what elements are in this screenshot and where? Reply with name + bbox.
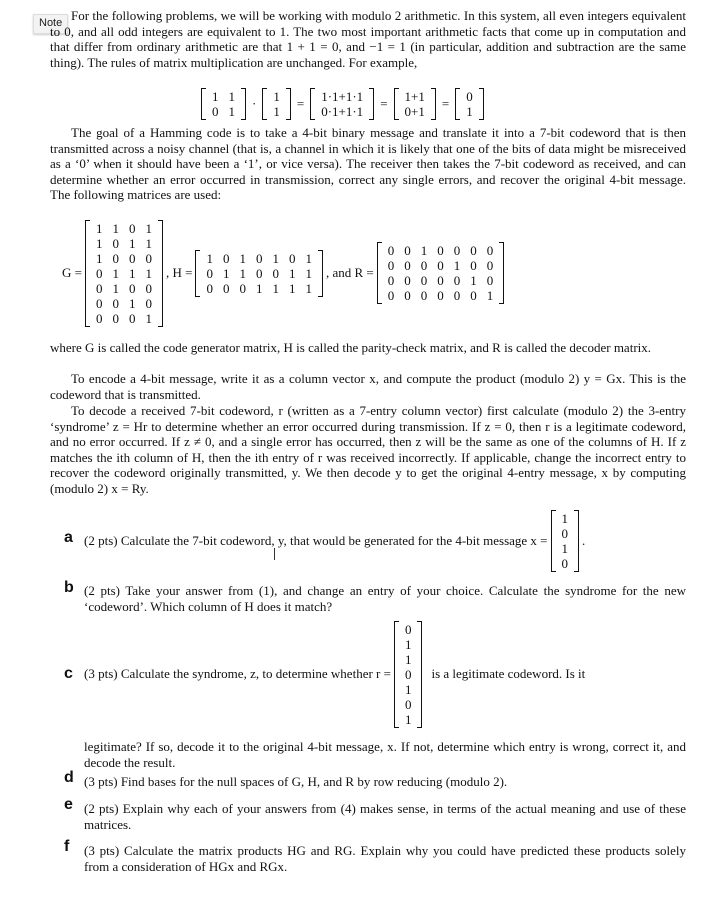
matrix-entry: 0+1: [404, 104, 425, 119]
matrix-entry: 1: [222, 265, 230, 281]
matrix-entry: 1: [228, 104, 235, 119]
matrix-entry: 1: [228, 89, 235, 104]
r-label: , and R =: [325, 265, 374, 281]
matrix-entry: 1: [239, 265, 246, 281]
matrix-entry: 0: [95, 310, 103, 326]
matrix-entry: 0: [470, 288, 477, 303]
matrix-entry: 1: [288, 280, 296, 296]
matrix-entry: 0: [387, 258, 395, 273]
matrix-entry: 1: [404, 651, 412, 667]
matrix-entry: 0: [95, 295, 103, 311]
matrix-entry: 0: [128, 310, 136, 326]
matrix-entry: 0: [404, 288, 411, 303]
matrix-entry: 1: [95, 220, 103, 236]
goal-paragraph: The goal of a Hamming code is to take a 4-bit binary message and translate it into a 7-bit codeword that is then transmitted across a noisy channel (that is, a channel in which it is likely that one of the bits of data might be misreceived as a ‘0’ when it should have been a ‘1’, or vice versa). The receiver then takes the 7-bit codeword as received, and can determine whether an error occurred in transmission, correct any single errors, and recover the original 4-bit message. The following matrices are used:: [50, 125, 686, 202]
matrix-entry: 1: [145, 310, 152, 326]
question-d-label: d: [64, 769, 74, 786]
matrix-entry: 1+1: [404, 89, 425, 104]
matrix-entry: 0: [470, 258, 477, 273]
matrix-entry: 0: [404, 243, 411, 258]
matrix-entry: 1: [272, 250, 279, 266]
matrix-entry: 1: [145, 220, 152, 236]
matrix-entry: 1: [112, 265, 119, 281]
example-equation: [198, 88, 487, 120]
matrix-entry: 1: [561, 511, 569, 526]
matrix-entry: 1: [273, 104, 280, 119]
question-c: [84, 616, 585, 732]
matrix-g: [85, 220, 163, 327]
matrix-entry: 1: [95, 235, 103, 251]
matrix-entry: 1: [128, 295, 136, 311]
equals-symbol: =: [296, 96, 305, 112]
h-label: , H =: [165, 265, 193, 281]
encode-paragraph: To encode a 4-bit message, write it as a column vector x, and compute the product (modulo 2) y = Gx. This is the codeword that is transmitted.: [50, 371, 686, 402]
matrix-entry: 0: [206, 280, 213, 296]
matrix-entry: 0: [272, 265, 279, 281]
matrix-entry: 0: [486, 258, 494, 273]
matrix-entry: 0: [437, 243, 444, 258]
matrix-entry: 0: [222, 280, 230, 296]
matrix-entry: 0·1+1·1: [321, 104, 364, 119]
matrix-entry: 0: [145, 295, 152, 311]
matrix-entry: 0: [222, 250, 230, 266]
question-a-text: (2 pts) Calculate the 7-bit codeword, y, that would be generated for the 4-bit message x =: [84, 533, 548, 549]
matrix-entry: 0: [404, 696, 412, 712]
matrix-entry: 0: [437, 273, 444, 288]
matrix-entry: 0: [145, 280, 152, 296]
matrix-entry: 0: [255, 265, 263, 281]
matrix-entry: 1: [272, 280, 279, 296]
period: .: [582, 533, 586, 549]
matrix-entry: 1: [273, 89, 280, 104]
question-b-label: b: [64, 579, 74, 596]
matrix-entry: 0: [466, 89, 473, 104]
question-a-label: a: [64, 529, 73, 546]
matrix-entry: 0: [212, 104, 219, 119]
matrix-entry: 1: [206, 250, 213, 266]
matrix-entry: 1: [255, 280, 263, 296]
matrix-entry: 1: [466, 104, 473, 119]
matrix: [262, 88, 291, 120]
matrix-entry: 0: [387, 273, 395, 288]
matrix-entry: 0: [404, 621, 412, 637]
matrix-entry: 0: [128, 280, 136, 296]
question-e-label: e: [64, 796, 73, 813]
matrix-entry: 1: [486, 288, 494, 303]
matrices-definition: [62, 212, 507, 334]
matrix-entry: 0: [437, 288, 444, 303]
matrix-entry: 0: [128, 250, 136, 266]
matrix-entry: 0: [453, 243, 461, 258]
matrix-entry: 0: [486, 273, 494, 288]
matrix-entry: 0: [95, 265, 103, 281]
equals-symbol: =: [441, 96, 450, 112]
matrix: [201, 88, 246, 120]
decode-paragraph: To decode a received 7-bit codeword, r (written as a 7-entry column vector) first calculate (modulo 2) the 3-entry ‘syndrome’ z = Hr to determine whether an error occurred during transmission. If z = 0, then r is a legitimate codeword, and no error occurred. If z ≠ 0, and a single error has occurred, then z will be the same as one of the columns of H. If z matches the ith column of H, then the ith entry of r was received incorrectly. If applicable, change the incorrect entry to recover the codeword originally transmitted, y. We then decode y to get the original 4-entry message, x by computing (modulo 2) x = Ry.: [50, 403, 686, 496]
matrix-entry: 1: [212, 89, 219, 104]
g-label: G =: [62, 265, 82, 281]
matrix-entry: 0: [437, 258, 444, 273]
matrix: [310, 88, 374, 120]
matrix-entry: 0: [453, 273, 461, 288]
matrix-entry: 0: [420, 273, 428, 288]
matrix: [455, 88, 484, 120]
matrix-entry: 0: [255, 250, 263, 266]
intro-paragraph: For the following problems, we will be working with modulo 2 arithmetic. In this system, all even integers equivalent to 0, and all odd integers are equivalent to 1. The two most important arithmetic facts that come up in computation and that differ from ordinary arithmetic are that 1 + 1 = 0, and −1 = 1 (in particular, addition and subtraction are the same thing). The rules of matrix multiplication are unchanged. For example,: [50, 8, 686, 70]
question-b-text: (2 pts) Take your answer from (1), and change an entry of your choice. Calculate the syndrome for the new ‘codeword’. Which column of H does it match?: [84, 583, 686, 614]
question-f-label: f: [64, 838, 70, 855]
vector-r: [394, 621, 423, 728]
matrix-entry: 1: [95, 250, 103, 266]
matrix-entry: 0: [453, 288, 461, 303]
dot-symbol: ·: [252, 96, 257, 112]
matrix-entry: 1: [128, 265, 136, 281]
vector-x: [551, 510, 580, 572]
matrix-entry: 1: [561, 541, 569, 556]
matrix-entry: 0: [112, 235, 119, 251]
matrix-entry: 1: [288, 265, 296, 281]
matrix-entry: 1: [305, 250, 312, 266]
matrix-entry: 0: [95, 280, 103, 296]
matrix-entry: 0: [206, 265, 213, 281]
matrix-entry: 0: [404, 258, 411, 273]
matrix-entry: 1: [239, 250, 246, 266]
question-c-continuation: legitimate? If so, decode it to the original 4-bit message, x. If not, determine which entry is wrong, correct it, and decode the result.: [84, 739, 686, 770]
matrix-entry: 0: [288, 250, 296, 266]
matrix-entry: 0: [387, 288, 395, 303]
where-paragraph: where G is called the code generator matrix, H is called the parity-check matrix, and R is called the decoder matrix.: [50, 340, 652, 355]
matrix: [394, 88, 436, 120]
question-a: [84, 508, 585, 574]
matrix-entry: 0: [239, 280, 246, 296]
matrix-entry: 0: [387, 243, 395, 258]
question-c-label: c: [64, 665, 73, 682]
matrix-entry: 0: [128, 220, 136, 236]
equals-symbol: =: [380, 96, 388, 112]
matrix-entry: 1: [404, 636, 412, 652]
matrix-entry: 1·1+1·1: [321, 89, 364, 104]
matrix-entry: 0: [561, 556, 569, 571]
matrix-entry: 1: [420, 243, 428, 258]
matrix-entry: 0: [470, 243, 477, 258]
matrix-entry: 0: [420, 288, 428, 303]
matrix-entry: 0: [561, 526, 569, 541]
matrix-entry: 1: [145, 235, 152, 251]
matrix-entry: 0: [486, 243, 494, 258]
matrix-entry: 1: [453, 258, 461, 273]
matrix-entry: 0: [112, 295, 119, 311]
matrix-entry: 0: [404, 666, 412, 682]
matrix-entry: 1: [305, 280, 312, 296]
matrix-entry: 1: [404, 681, 412, 697]
matrix-entry: 0: [112, 310, 119, 326]
matrix-entry: 1: [145, 265, 152, 281]
matrix-entry: 0: [145, 250, 152, 266]
matrix-h: [195, 250, 323, 297]
matrix-entry: 1: [128, 235, 136, 251]
text-cursor: [274, 548, 275, 560]
question-c-text-after: is a legitimate codeword. Is it: [431, 666, 586, 682]
matrix-r: [377, 242, 505, 304]
matrix-entry: 0: [404, 273, 411, 288]
matrix-entry: 0: [112, 250, 119, 266]
question-c-text: (3 pts) Calculate the syndrome, z, to determine whether r =: [84, 666, 391, 682]
matrix-entry: 1: [305, 265, 312, 281]
matrix-entry: 0: [420, 258, 428, 273]
question-f-text: (3 pts) Calculate the matrix products HG and RG. Explain why you could have predicted these products solely from a consideration of HGx and RGx.: [84, 843, 686, 874]
matrix-entry: 1: [404, 711, 412, 727]
question-e-text: (2 pts) Explain why each of your answers from (4) makes sense, in terms of the actual meaning and use of these matrices.: [84, 801, 686, 832]
question-d-text: (3 pts) Find bases for the null spaces of G, H, and R by row reducing (modulo 2).: [84, 774, 508, 789]
matrix-entry: 1: [112, 280, 119, 296]
matrix-entry: 1: [112, 220, 119, 236]
matrix-entry: 1: [470, 273, 477, 288]
note-button[interactable]: Note: [33, 14, 68, 34]
